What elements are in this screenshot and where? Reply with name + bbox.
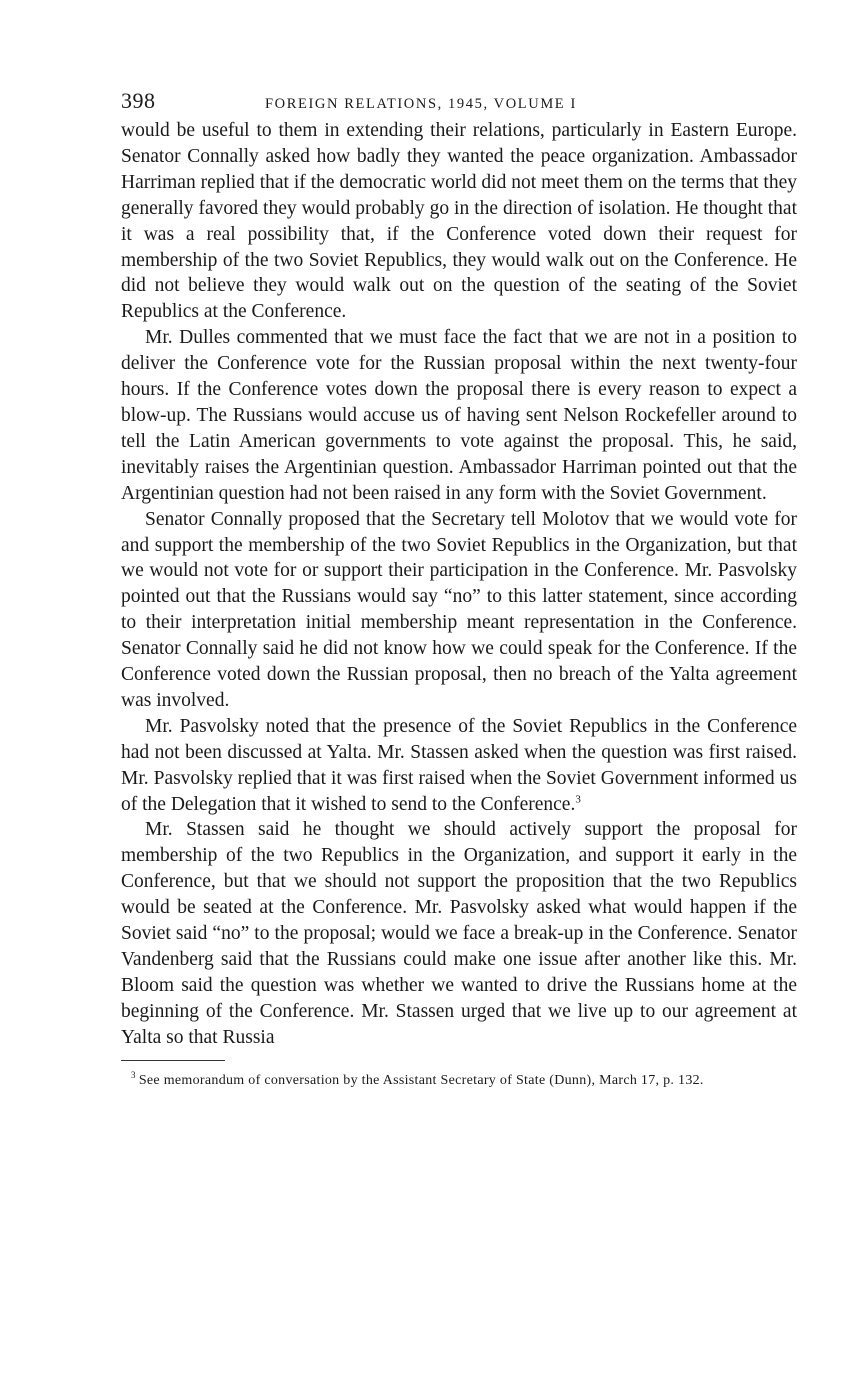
footnote-mark: 3 bbox=[131, 1069, 136, 1080]
body-text bbox=[121, 118, 797, 1051]
running-head bbox=[121, 88, 797, 118]
paragraph-2: Mr. Dulles commented that we must face the fact that we are not in a position to deliver the Conference vote for the Russian proposal within the next twenty-four hours. If the Conference votes down the proposal there is every reason to expect a blow-up. The Russians would accuse us of having sent Nelson Rockefeller around to tell the Latin American governments to vote against the proposal. This, he said, inevitably raises the Argentinian question. Ambassador Harriman pointed out that the Argentinian question had not been raised in any form with the Soviet Government. bbox=[121, 327, 797, 504]
paragraph-4 bbox=[121, 714, 797, 818]
running-head-title: FOREIGN RELATIONS, 1945, VOLUME I bbox=[265, 96, 577, 112]
footnote-text: See memorandum of conversation by the Assistant Secretary of State (Dunn), March 17, p. 132. bbox=[138, 1072, 704, 1088]
paragraph-1: would be useful to them in extending their relations, particularly in Eastern Europe. Senator Connally asked how badly they wanted the peace organization. Ambassador Harriman replied that if the democratic world did not meet them on the terms that they generally favored they would probably go in the direction of isolation. He thought that it was a real possibility that, if the Conference voted down their request for membership of the two Soviet Republics, they would walk out on the Conference. He did not believe they would walk out on the question of the seating of the Soviet Republics at the Conference. bbox=[121, 120, 797, 323]
paragraph-4-text: Mr. Pasvolsky noted that the presence of the Soviet Republics in the Conference had not been discussed at Yalta. Mr. Stassen asked when the question was first raised. Mr. Pasvolsky replied that it was first raised when the Soviet Government informed us of the Delegation that it wished to send to the Conference. bbox=[121, 715, 797, 815]
footnote-divider bbox=[121, 1060, 225, 1061]
footnotes bbox=[121, 1069, 797, 1089]
paragraph-3: Senator Connally proposed that the Secretary tell Molotov that we would vote for and support the membership of the two Soviet Republics in the Organization, but that we would not vote for or support their participation in the Conference. Mr. Pasvolsky pointed out that the Russians would say “no” to this latter statement, since according to their interpretation initial membership meant representation in the Conference. Senator Connally said he did not know how we could speak for the Conference. If the Conference voted down the Russian proposal, then no breach of the Yalta agreement was involved. bbox=[121, 508, 797, 711]
paragraph-5: Mr. Stassen said he thought we should actively support the proposal for membership of the two Republics in the Organization, and support it early in the Conference, but that we should not support the proposition that the two Republics would be seated at the Conference. Mr. Pasvolsky asked what would happen if the Soviet said “no” to the proposal; would we face a break-up in the Conference. Senator Vandenberg said that the Russians could make one issue after another like this. Mr. Bloom said the question was whether we wanted to drive the Russians home at the beginning of the Conference. Mr. Stassen urged that we live up to our agreement at Yalta so that Russia bbox=[121, 819, 797, 1048]
document-page bbox=[121, 88, 797, 1089]
footnote-3 bbox=[121, 1069, 797, 1089]
footnote-reference: 3 bbox=[575, 793, 581, 806]
page-number: 398 bbox=[121, 88, 156, 113]
